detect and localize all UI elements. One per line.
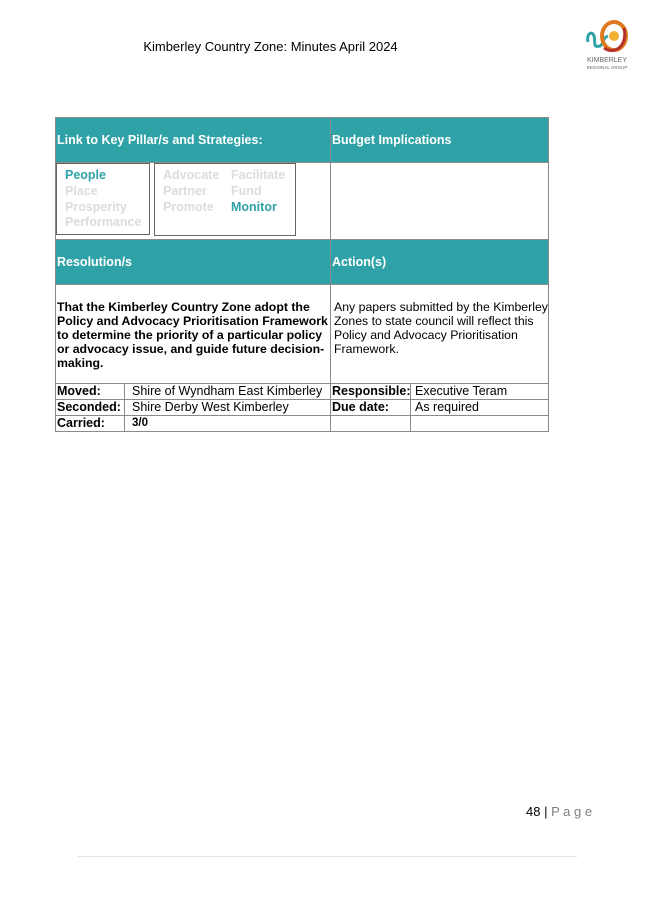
action-header: Action(s) bbox=[330, 239, 549, 285]
responsible-value: Executive Teram bbox=[410, 383, 549, 400]
page-separator: | bbox=[544, 804, 548, 819]
budget-header: Budget Implications bbox=[330, 117, 549, 163]
pillars-header: Link to Key Pillar/s and Strategies: bbox=[55, 117, 331, 163]
pillars-cell bbox=[55, 162, 331, 240]
strategy-promote: Promote bbox=[163, 199, 214, 214]
strategies-box bbox=[154, 163, 296, 236]
strategy-monitor: Monitor bbox=[231, 199, 277, 214]
strategy-partner: Partner bbox=[163, 183, 207, 198]
svg-text:REGIONAL GROUP: REGIONAL GROUP bbox=[586, 65, 628, 70]
page-label: P a g e bbox=[551, 804, 593, 819]
empty-cell bbox=[410, 415, 549, 432]
empty-cell bbox=[330, 415, 411, 432]
seconded-label: Seconded: bbox=[55, 399, 125, 416]
strategy-advocate: Advocate bbox=[163, 168, 220, 182]
strategy-facilitate: Facilitate bbox=[231, 168, 286, 182]
seconded-value: Shire Derby West Kimberley bbox=[124, 399, 331, 416]
carried-label: Carried: bbox=[55, 415, 125, 432]
pillars-box bbox=[56, 163, 150, 235]
budget-cell bbox=[330, 162, 549, 240]
strategy-fund: Fund bbox=[231, 183, 262, 198]
carried-value: 3/0 bbox=[124, 415, 331, 432]
svg-text:KIMBERLEY: KIMBERLEY bbox=[586, 57, 628, 64]
responsible-label: Responsible: bbox=[332, 384, 411, 398]
action-text: Any papers submitted by the Kimberley Zones to state council will reflect this Policy and Advocacy Prioritisation Framework. bbox=[330, 284, 549, 384]
resolution-header: Resolution/s bbox=[55, 239, 331, 285]
pillar-place: Place bbox=[65, 183, 98, 198]
kimberley-regional-group-logo bbox=[582, 14, 632, 72]
resolution-text: That the Kimberley Country Zone adopt the Policy and Advocacy Prioritisation Framework to determine the priority of a particular policy or advocacy issue, and guide future decision-making. bbox=[55, 284, 331, 384]
pillar-prosperity: Prosperity bbox=[65, 199, 127, 214]
moved-value: Shire of Wyndham East Kimberley bbox=[124, 383, 331, 400]
due-date-label: Due date: bbox=[330, 399, 411, 416]
moved-label: Moved: bbox=[55, 383, 125, 400]
page-number: 48 bbox=[526, 804, 541, 819]
pillar-people: People bbox=[65, 168, 106, 182]
page-footer bbox=[526, 804, 592, 819]
page-header-title: Kimberley Country Zone: Minutes April 2024 bbox=[143, 39, 398, 54]
due-date-value: As required bbox=[410, 399, 549, 416]
pillar-performance: Performance bbox=[65, 215, 142, 230]
footer-divider bbox=[78, 856, 577, 857]
